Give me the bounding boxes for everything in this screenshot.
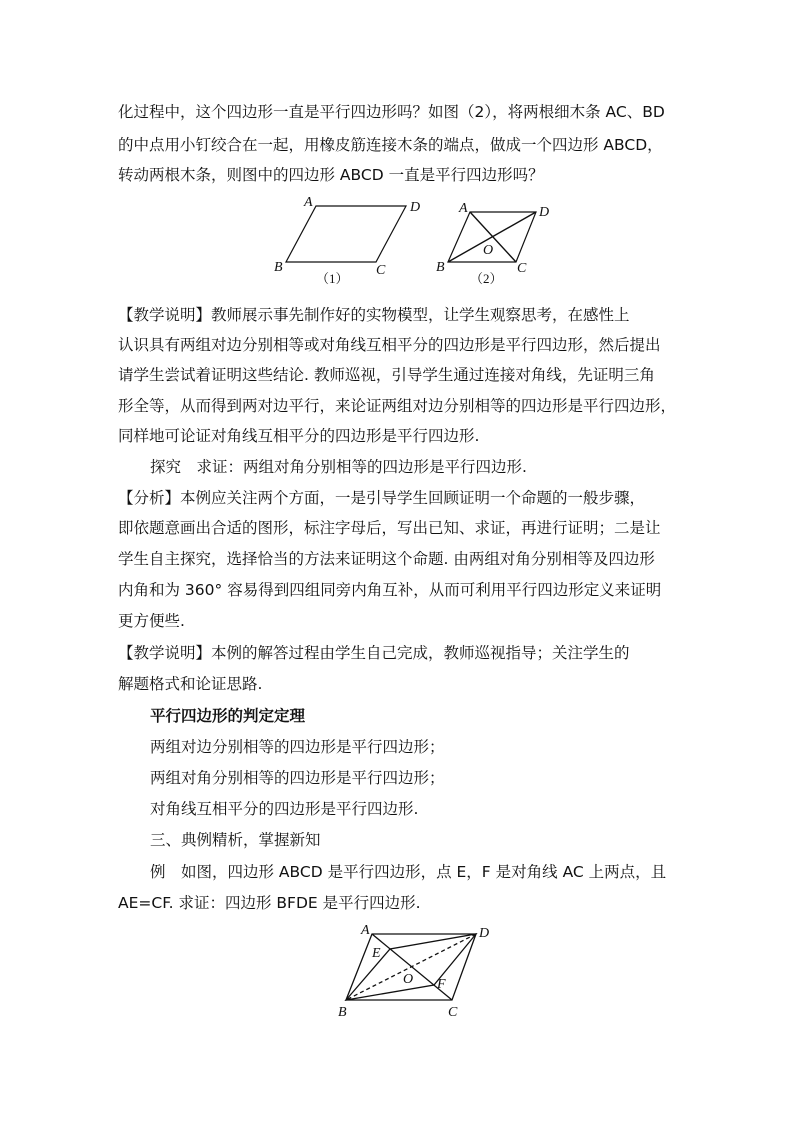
- label-O: O: [403, 972, 414, 987]
- text-line: 学生自主探究，选择恰当的方法来证明这个命题. 由两组对角分别相等及四边形: [118, 550, 655, 568]
- theorem-item: 两组对角分别相等的四边形是平行四边形；: [150, 769, 445, 787]
- theorem-item: 两组对边分别相等的四边形是平行四边形；: [150, 738, 445, 756]
- figure-parallelograms-1-2: [260, 192, 580, 292]
- label-B: B: [436, 260, 445, 275]
- theorem-item: 对角线互相平分的四边形是平行四边形.: [150, 800, 419, 818]
- figure-2: [436, 201, 549, 286]
- text-line: 认识具有两组对边分别相等或对角线互相平分的四边形是平行四边形，然后提出: [118, 336, 661, 354]
- label-O: O: [483, 243, 494, 258]
- figure-example-parallelogram: [330, 920, 500, 1025]
- text-line: 【教学说明】本例的解答过程由学生自己完成，教师巡视指导；关注学生的: [118, 644, 630, 662]
- label-D: D: [539, 205, 550, 220]
- text-line: 探究 求证：两组对角分别相等的四边形是平行四边形.: [150, 458, 527, 476]
- label-B: B: [338, 1005, 347, 1020]
- caption-1: （1）: [316, 271, 349, 286]
- text-line: 的中点用小钉绞合在一起，用橡皮筋连接木条的端点，做成一个四边形 ABCD，: [118, 136, 663, 154]
- example-line: AE=CF. 求证：四边形 BFDE 是平行四边形.: [118, 894, 421, 912]
- label-A: A: [459, 201, 468, 216]
- label-C: C: [448, 1005, 458, 1020]
- text-line: 化过程中，这个四边形一直是平行四边形吗？如图（2），将两根细木条 AC、BD: [118, 103, 665, 121]
- label-C: C: [376, 263, 386, 278]
- label-B: B: [274, 260, 283, 275]
- text-line: 即依题意画出合适的图形，标注字母后，写出已知、求证，再进行证明；二是让: [118, 519, 661, 537]
- text-line: 【教学说明】教师展示事先制作好的实物模型，让学生观察思考，在感性上: [118, 306, 630, 324]
- figure-1: [274, 195, 420, 286]
- label-A: A: [361, 923, 370, 938]
- example-line: 例 如图，四边形 ABCD 是平行四边形，点 E，F 是对角线 AC 上两点，且: [150, 863, 667, 881]
- label-D: D: [479, 926, 490, 941]
- label-C: C: [517, 261, 527, 276]
- section-title: 三、典例精析，掌握新知: [150, 831, 321, 849]
- text-line: 解题格式和论证思路.: [118, 675, 263, 693]
- text-line: 转动两根木条，则图中的四边形 ABCD 一直是平行四边形吗？: [118, 166, 544, 184]
- label-A: A: [304, 195, 313, 210]
- label-F: F: [437, 977, 446, 992]
- text-line: 同样地可论证对角线互相平分的四边形是平行四边形.: [118, 427, 480, 445]
- text-line: 请学生尝试着证明这些结论. 教师巡视，引导学生通过连接对角线，先证明三角: [118, 366, 655, 384]
- section-heading: 平行四边形的判定定理: [150, 707, 306, 725]
- caption-2: （2）: [470, 271, 503, 286]
- text-line: 内角和为 360° 容易得到四组同旁内角互补，从而可利用平行四边形定义来证明: [118, 581, 662, 599]
- text-line: 形全等，从而得到两对边平行，来论证两组对边分别相等的四边形是平行四边形，: [118, 397, 677, 415]
- label-E: E: [372, 946, 381, 961]
- text-line: 更方便些.: [118, 612, 185, 630]
- label-D: D: [410, 200, 421, 215]
- text-line: 【分析】本例应关注两个方面，一是引导学生回顾证明一个命题的一般步骤，: [118, 489, 646, 507]
